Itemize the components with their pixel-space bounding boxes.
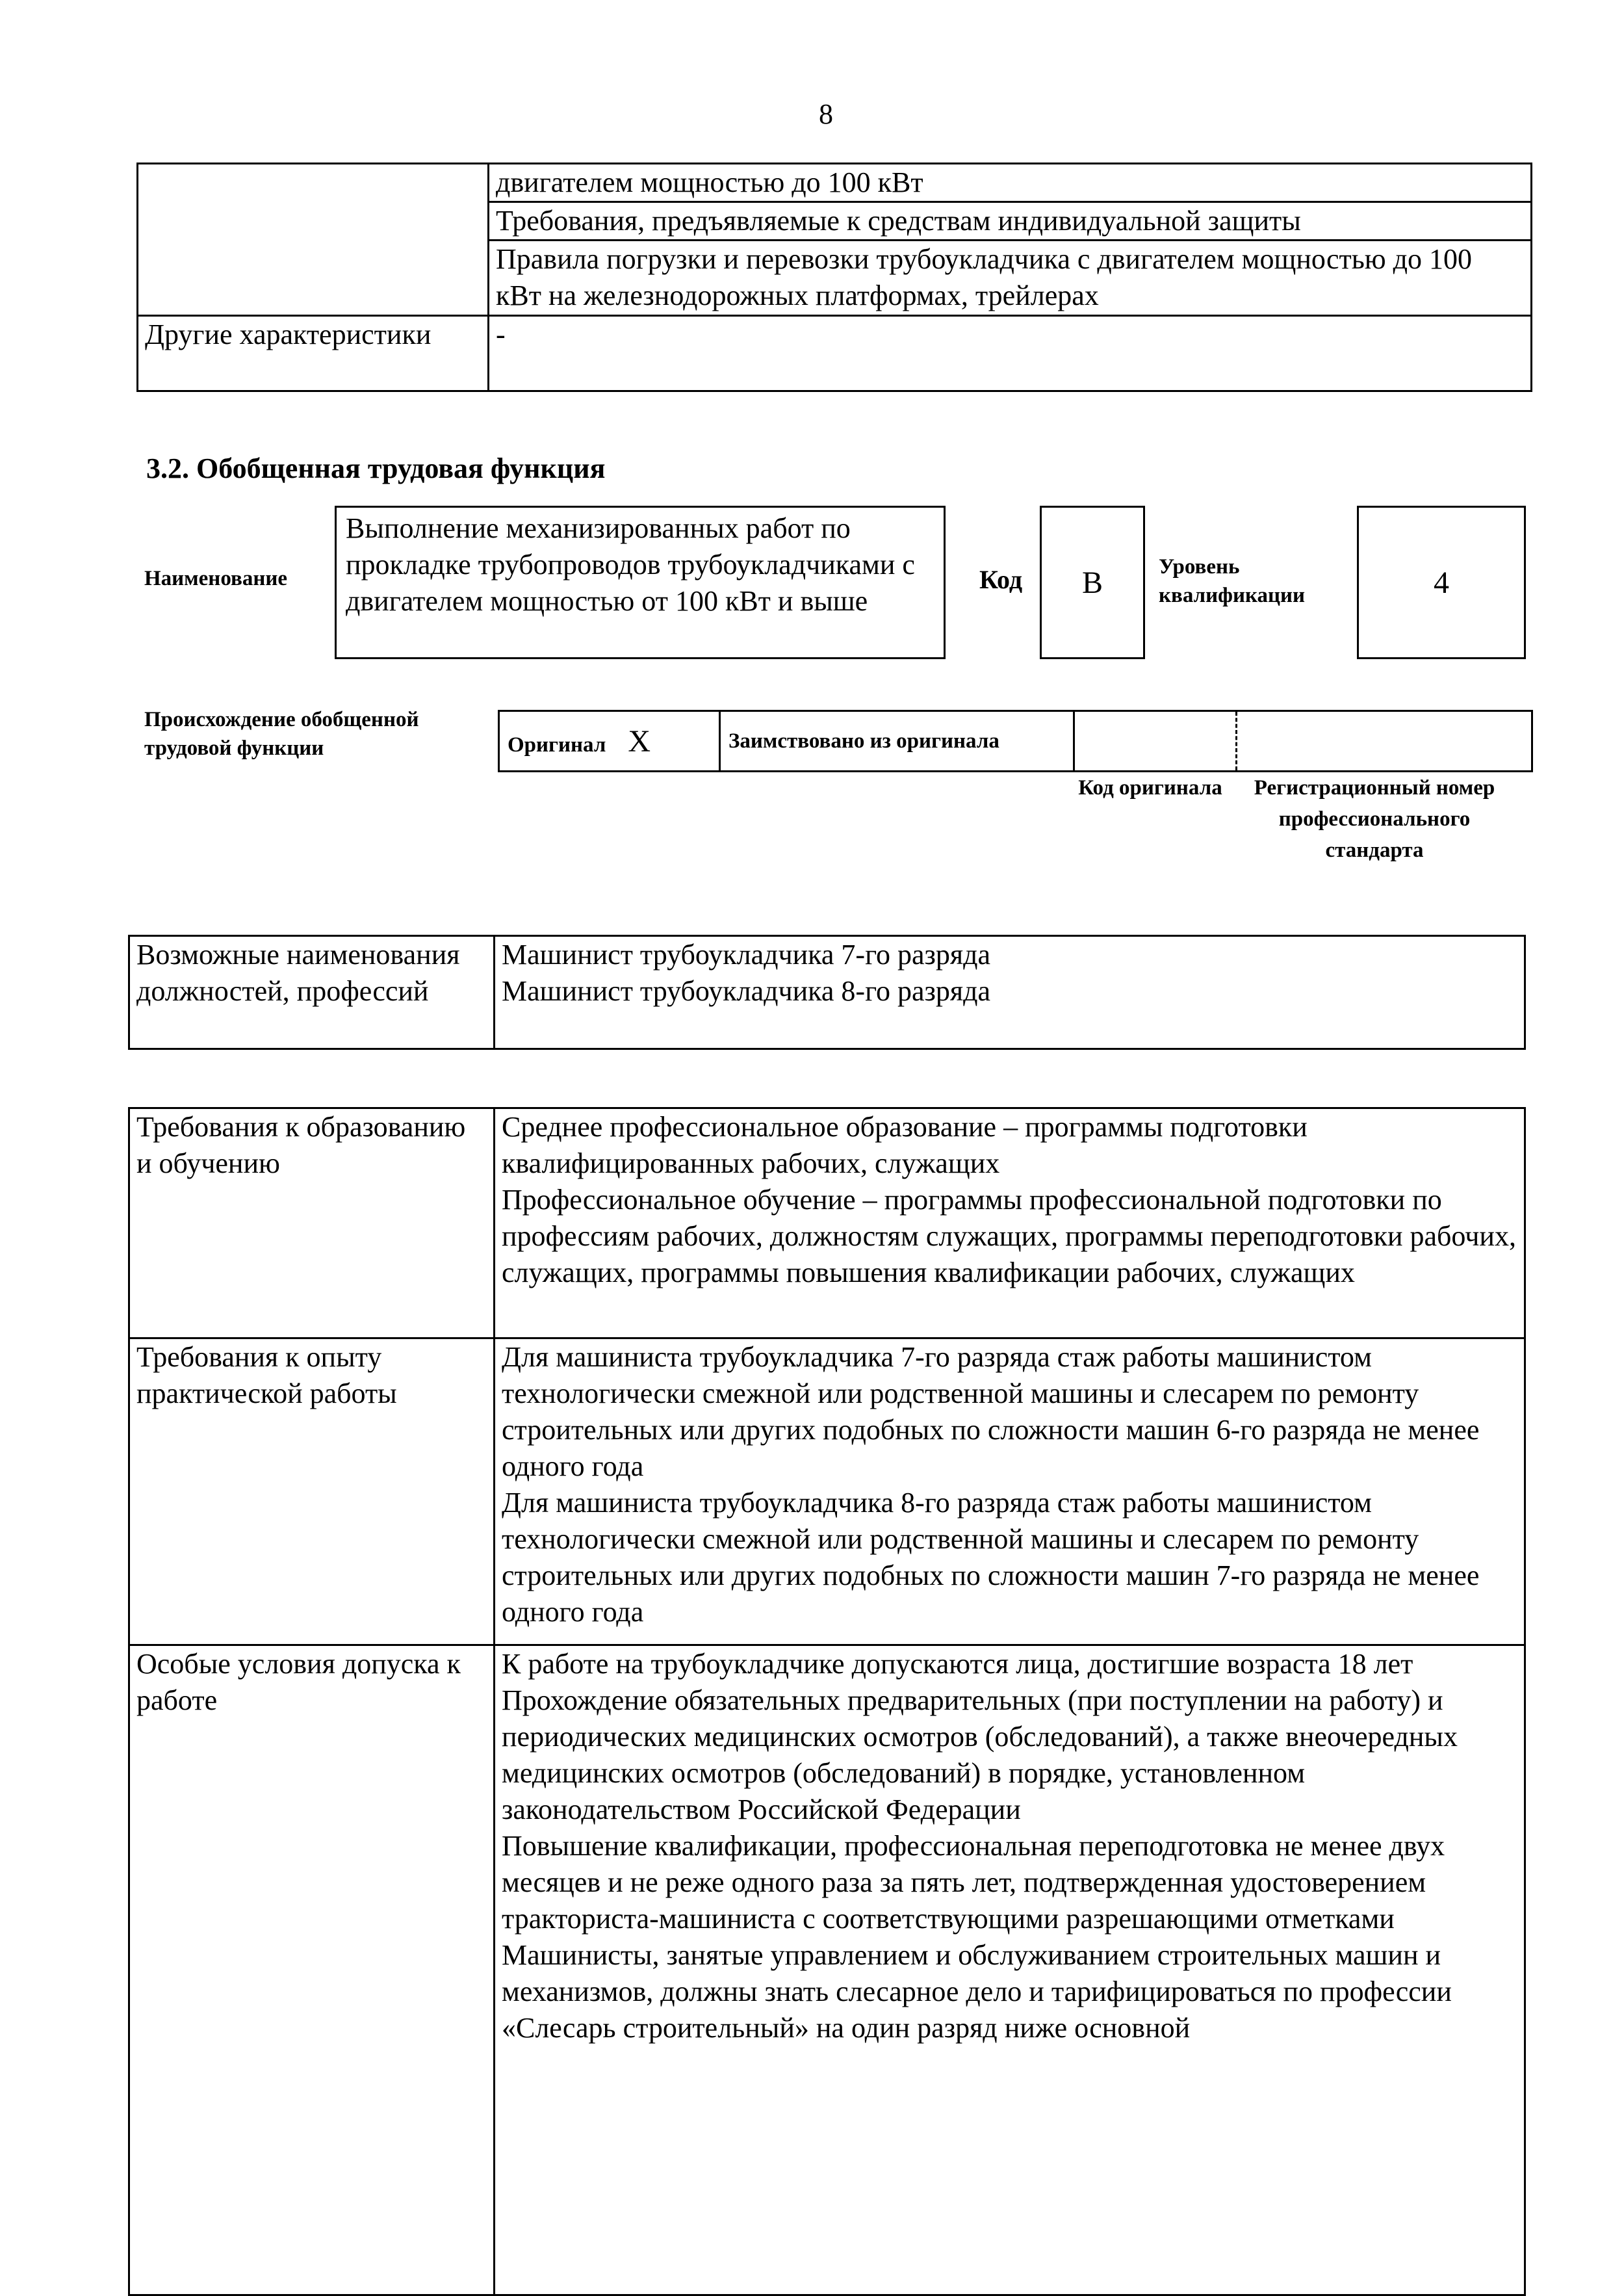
origin-label: Происхождение обобщенной трудовой функции <box>144 708 419 760</box>
top-table-row: Требования, предъявляемые к средствам индивидуальной защиты <box>489 202 1532 241</box>
requirement-item: К работе на трубоукладчике допускаются лица, достигшие возраста 18 лет <box>502 1648 1413 1680</box>
original-mark: X <box>628 724 651 759</box>
borrowed-label: Заимствовано из оригинала <box>720 711 1074 772</box>
requirement-item: Профессиональное обучение – программы профессиональной подготовки по профессиям рабочих, должностям служащих, программы переподготовки рабочих, служащих, программы повышения квалификации рабочих, служащих <box>502 1184 1516 1288</box>
education-requirements-values <box>495 1108 1525 1338</box>
qualification-level-label: Уровень квалификации <box>1159 555 1306 607</box>
admission-conditions-values <box>495 1645 1525 2295</box>
experience-requirements-values <box>495 1338 1525 1645</box>
requirement-item: Среднее профессиональное образование – программы подготовки квалифицированных рабочих, служащих <box>502 1111 1308 1179</box>
positions-label: Возможные наименования должностей, профессий <box>129 936 495 1049</box>
requirement-item: Для машиниста трубоукладчика 7-го разряда стаж работы машинистом технологически смежной или родственной машины и слесарем по ремонту строительных или других подобных по сложности машин 6-го разряда не менее одного года <box>502 1341 1480 1482</box>
original-code-cell <box>1074 711 1237 772</box>
requirement-item: Повышение квалификации, профессиональная переподготовка не менее двух месяцев и не реже одного раза за пять лет, подтвержденная удостоверением тракториста-машиниста с соответствующими разрешающими отметками <box>502 1830 1445 1935</box>
other-characteristics-label: Другие характеристики <box>138 316 489 391</box>
section-title: 3.2. Обобщенная трудовая функция <box>146 452 606 484</box>
requirement-item: Для машиниста трубоукладчика 8-го разряда стаж работы машинистом технологически смежной или родственной машины и слесарем по ремонту строительных или других подобных по сложности машин 7-го разряда не менее одного года <box>502 1487 1480 1628</box>
experience-requirements-label: Требования к опыту практической работы <box>129 1338 495 1645</box>
level-value: 4 <box>1434 565 1449 600</box>
code-label: Код <box>979 565 1023 594</box>
level-box <box>1357 506 1526 659</box>
top-table <box>136 163 1532 392</box>
code-box <box>1040 506 1145 659</box>
positions-values <box>495 936 1525 1049</box>
admission-conditions-label: Особые условия допуска к работе <box>129 1645 495 2295</box>
requirement-item: Машинисты, занятые управлением и обслуживанием строительных машин и механизмов, должны знать слесарное дело и тарифицироваться по профессии «Слесарь строительный» на один разряд ниже основной <box>502 1939 1452 2044</box>
registration-number-cell <box>1237 711 1532 772</box>
education-requirements-label: Требования к образованию и обучению <box>129 1108 495 1338</box>
origin-original-cell <box>499 711 720 772</box>
position-item: Машинист трубоукладчика 8-го разряда <box>502 975 991 1007</box>
name-label: Наименование <box>144 567 287 590</box>
position-item: Машинист трубоукладчика 7-го разряда <box>502 939 991 971</box>
registration-number-caption: Регистрационный номер профессионального стандарта <box>1254 776 1495 862</box>
positions-table <box>128 935 1526 1050</box>
requirements-table <box>128 1107 1526 2296</box>
other-characteristics-value: - <box>489 316 1532 391</box>
function-name-value: Выполнение механизированных работ по прокладке трубопроводов трубоукладчиками с двигателем мощностью от 100 кВт и выше <box>346 512 915 617</box>
origin-table <box>498 710 1533 772</box>
top-table-row: Правила погрузки и перевозки трубоукладчика с двигателем мощностью до 100 кВт на железнодорожных платформах, трейлерах <box>489 241 1532 316</box>
original-code-caption: Код оригинала <box>1078 776 1222 800</box>
page-number: 8 <box>819 98 833 130</box>
top-table-empty-cell <box>138 164 489 316</box>
function-name-box <box>335 506 946 659</box>
code-value: B <box>1081 565 1103 600</box>
requirement-item: Прохождение обязательных предварительных (при поступлении на работу) и периодических медицинских осмотров (обследований), а также внеочередных медицинских осмотров (обследований) в порядке, установленном законодательством Российской Федерации <box>502 1684 1458 1825</box>
top-table-row: двигателем мощностью до 100 кВт <box>489 164 1532 202</box>
original-label: Оригинал <box>508 733 606 757</box>
